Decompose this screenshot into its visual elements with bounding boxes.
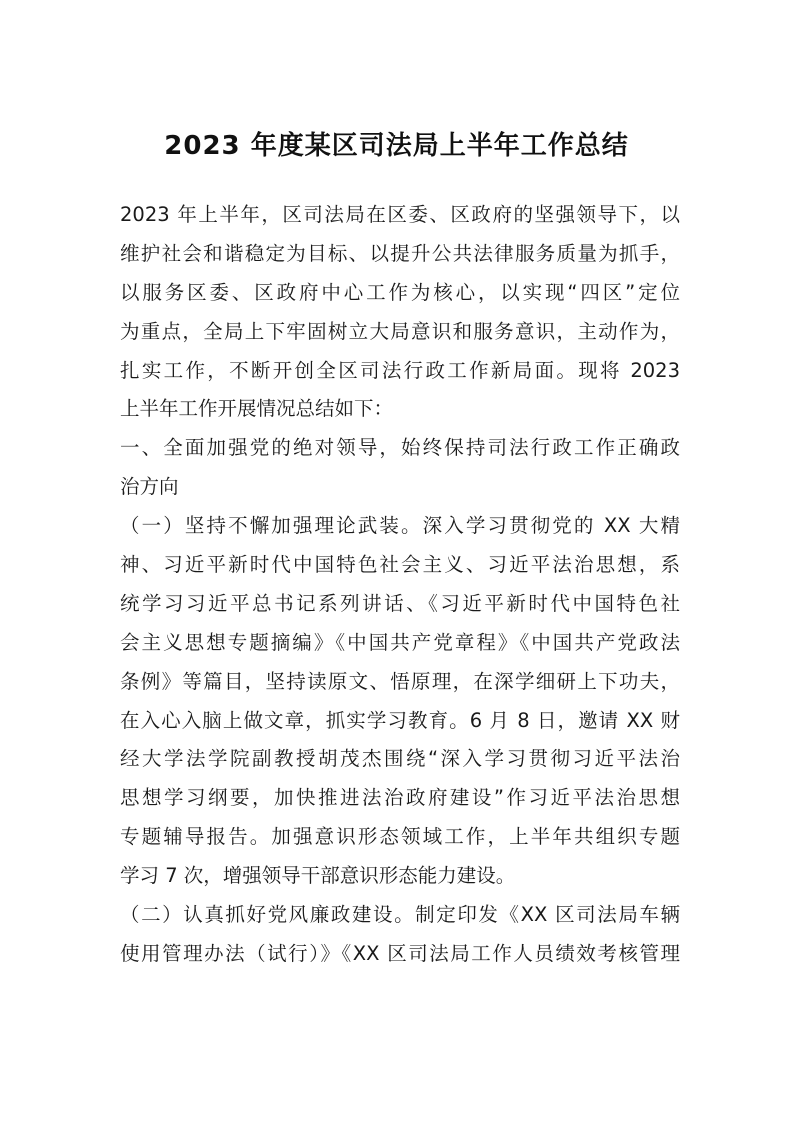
- document-body: [120, 196, 680, 974]
- paragraph-line: 在入心入脑上做文章，抓实学习教育。6 月 8 日，邀请 XX 财: [120, 708, 680, 732]
- paragraph-line: 上半年工作开展情况总结如下：: [120, 397, 394, 421]
- paragraph-line: 使用管理办法（试行）》《XX 区司法局工作人员绩效考核管理: [120, 941, 680, 965]
- section-heading-line: 一、全面加强党的绝对领导，始终保持司法行政工作正确政: [120, 436, 680, 460]
- paragraph-line: 专题辅导报告。加强意识形态领域工作，上半年共组织专题: [120, 825, 680, 849]
- paragraph-line: 会主义思想专题摘编》《中国共产党章程》《中国共产党政法: [120, 630, 680, 654]
- paragraph-line: 经大学法学院副教授胡茂杰围绕“深入学习贯彻习近平法治: [120, 747, 680, 771]
- section-heading-line: 治方向: [120, 475, 179, 499]
- paragraph-line: 学习 7 次，增强领导干部意识形态能力建设。: [120, 864, 516, 888]
- paragraph-line: 扎实工作，不断开创全区司法行政工作新局面。现将 2023: [120, 358, 680, 382]
- paragraph-line: 思想学习纲要，加快推进法治政府建设”作习近平法治思想: [120, 786, 680, 810]
- paragraph-line: 维护社会和谐稳定为目标、以提升公共法律服务质量为抓手，: [120, 241, 680, 265]
- document-title: 2023 年度某区司法局上半年工作总结: [164, 131, 629, 161]
- paragraph-line: 为重点，全局上下牢固树立大局意识和服务意识，主动作为，: [120, 319, 680, 343]
- paragraph-line: 统学习习近平总书记系列讲话、《习近平新时代中国特色社: [120, 591, 680, 615]
- paragraph-line: 条例》等篇目，坚持读原文、悟原理，在深学细研上下功夫，: [120, 669, 680, 693]
- paragraph-line: （二）认真抓好党风廉政建设。制定印发《XX 区司法局车辆: [120, 903, 680, 927]
- paragraph-line: 以服务区委、区政府中心工作为核心，以实现“四区”定位: [120, 280, 680, 304]
- paragraph-line: 2023 年上半年，区司法局在区委、区政府的坚强领导下，以: [120, 203, 680, 226]
- paragraph-line: 神、习近平新时代中国特色社会主义、习近平法治思想，系: [120, 553, 680, 577]
- paragraph-line: （一）坚持不懈加强理论武装。深入学习贯彻党的 XX 大精: [120, 514, 680, 538]
